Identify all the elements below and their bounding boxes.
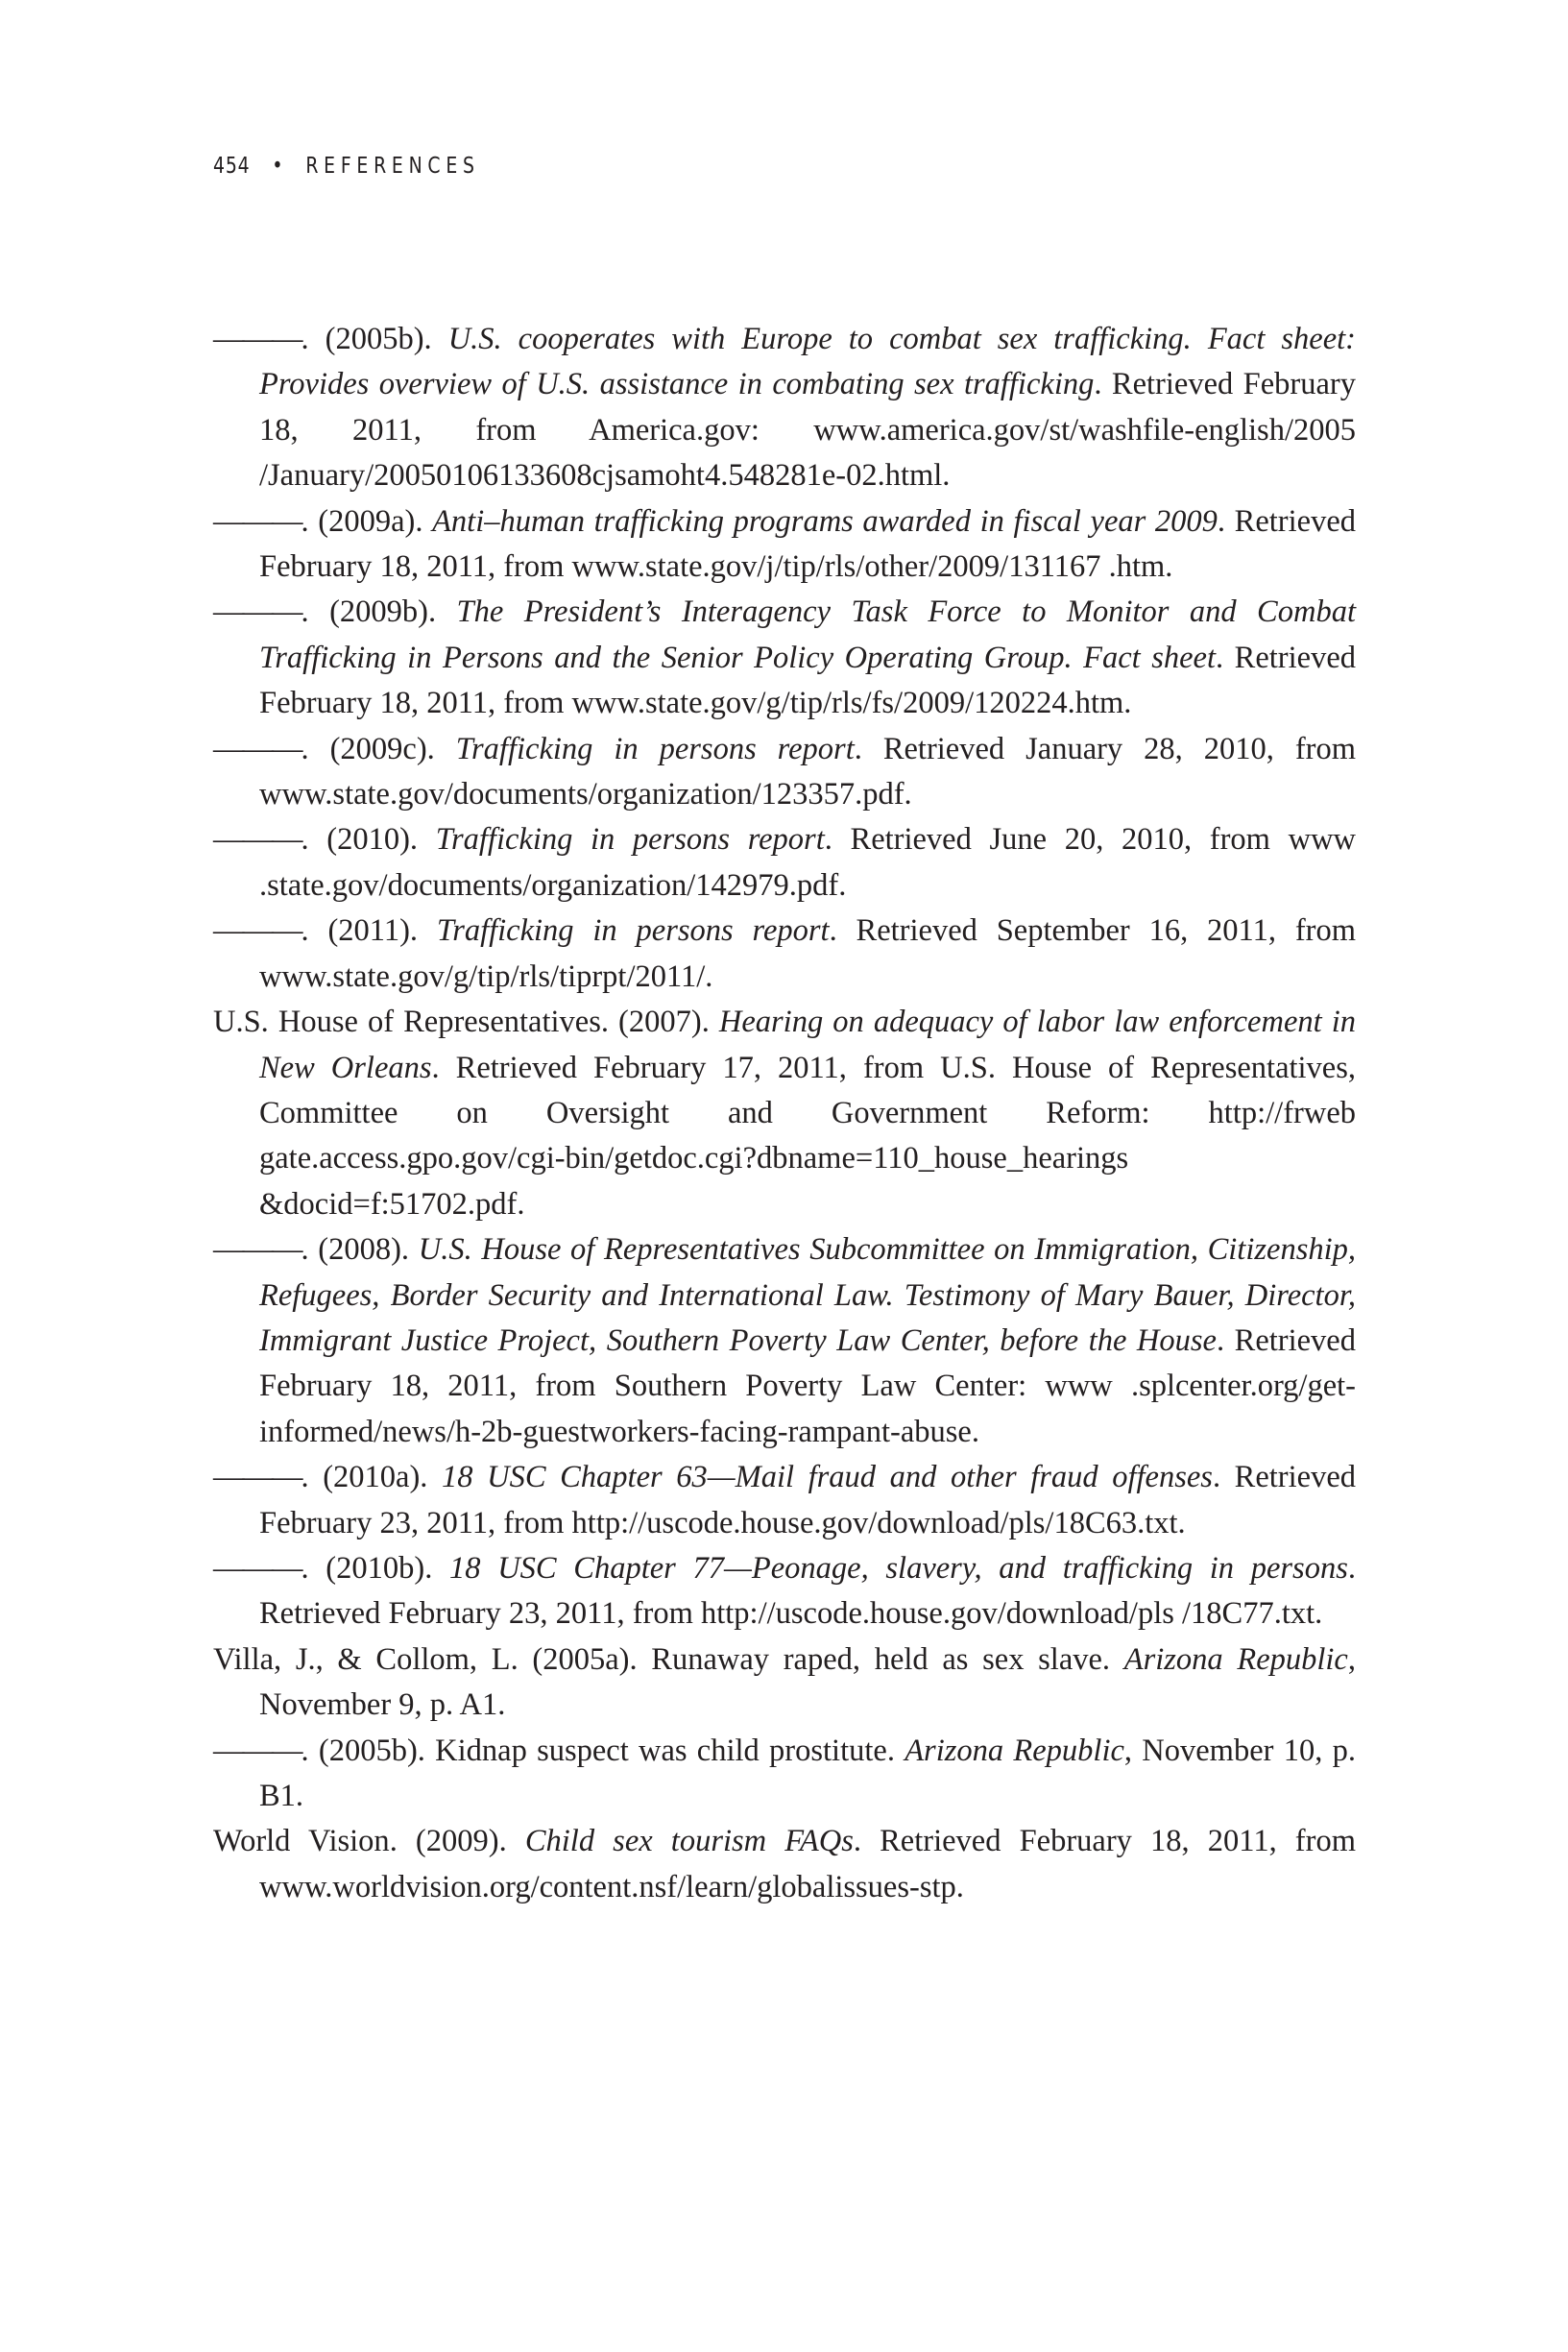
- reference-source: . Retrieved February 18, 2011, from www.worldvision.org/content.nsf/learn/globalissues-stp.: [259, 1824, 1356, 1904]
- reference-year: . (2010a).: [301, 1460, 443, 1495]
- section-title: REFERENCES: [305, 154, 480, 179]
- reference-title: Trafficking in persons report: [435, 822, 825, 858]
- reference-entry: [213, 1455, 1356, 1546]
- reference-year: . (2009).: [389, 1824, 525, 1859]
- reference-year: . (2009c).: [301, 731, 456, 766]
- reference-entry: [213, 1729, 1356, 1820]
- reference-title: U.S. House of Representatives Subcommittee on Immigration, Citizenship, Refugees, Border Security and International Law. Testimony of Mary Bauer, Director, Immigrant Justice Project, Southern Poverty Law Center, before the House: [259, 1232, 1356, 1358]
- reference-title: 18 USC Chapter 77—Peonage, slavery, and trafficking in persons: [449, 1550, 1348, 1586]
- reference-title: Trafficking in persons report: [455, 731, 855, 766]
- reference-year: . (2008).: [301, 1232, 419, 1268]
- reference-author: ———: [213, 822, 302, 858]
- reference-source: . Retrieved February 23, 2011, from http://uscode.house.gov/download/pls/18C63.txt.: [259, 1460, 1356, 1540]
- reference-source: . Retrieved February 23, 2011, from http://uscode.house.gov/download/pls /18C77.txt.: [259, 1550, 1356, 1632]
- reference-entry: [213, 909, 1356, 1000]
- reference-article-title: Runaway raped, held as sex slave.: [651, 1641, 1124, 1677]
- reference-entry: [213, 1819, 1356, 1910]
- reference-article-title: Kidnap suspect was child prostitute.: [435, 1733, 905, 1768]
- reference-entry: [213, 727, 1356, 818]
- reference-author: Villa, J., & Collom, L: [213, 1641, 511, 1677]
- reference-source: . Retrieved June 20, 2010, from www .state.gov/documents/organization/142979.pdf.: [259, 822, 1357, 903]
- reference-publication: Arizona Republic: [905, 1733, 1124, 1768]
- reference-year: . (2009a).: [301, 503, 433, 539]
- reference-author: World Vision: [213, 1824, 390, 1859]
- reference-title: U.S. cooperates with Europe to combat sex trafficking. Fact sheet: Provides overview of U.S. assistance in combating sex trafficking: [259, 322, 1356, 402]
- reference-author: U.S. House of Representatives: [213, 1005, 601, 1040]
- reference-source: , November 10, p. B1.: [259, 1733, 1356, 1813]
- reference-title: The President’s Interagency Task Force to Monitor and Combat Trafficking in Persons and the Senior Policy Operating Group. Fact sheet: [259, 594, 1356, 675]
- reference-list: [213, 317, 1356, 1910]
- reference-author: ———: [213, 322, 302, 356]
- reference-title: Anti–human trafficking programs awarded in fiscal year 2009: [432, 503, 1218, 539]
- reference-year: . (2005b).: [301, 1733, 436, 1768]
- reference-entry: [213, 1000, 1356, 1227]
- reference-year: . (2009b).: [301, 594, 457, 630]
- reference-title: 18 USC Chapter 63—Mail fraud and other fraud offenses: [442, 1460, 1213, 1495]
- reference-entry: [213, 317, 1356, 499]
- reference-publication: Arizona Republic: [1123, 1641, 1348, 1677]
- reference-year: . (2011).: [301, 913, 437, 949]
- reference-source: . Retrieved February 18, 2011, from Southern Poverty Law Center: www .splcenter.org/get-informed/news/h-2b-guestworkers-facing-rampant-abuse.: [259, 1322, 1356, 1449]
- reference-title: Child sex tourism FAQs: [524, 1824, 854, 1859]
- reference-source: . Retrieved February 18, 2011, from www.state.gov/j/tip/rls/other/2009/131167 .htm.: [259, 503, 1357, 585]
- reference-author: ———: [213, 594, 302, 630]
- reference-source: . Retrieved February 18, 2011, from www.state.gov/g/tip/rls/fs/2009/120224.htm.: [259, 640, 1356, 721]
- reference-author: ———: [213, 1733, 302, 1768]
- reference-entry: [213, 817, 1356, 909]
- reference-author: ———: [213, 731, 302, 766]
- reference-source: . Retrieved January 28, 2010, from www.state.gov/documents/organization/123357.pdf.: [259, 731, 1356, 812]
- reference-year: . (2005b).: [301, 322, 448, 356]
- reference-entry: [213, 1227, 1356, 1455]
- reference-title: Trafficking in persons report: [436, 913, 830, 949]
- reference-author: ———: [213, 1550, 302, 1586]
- reference-year: . (2007).: [600, 1005, 719, 1040]
- reference-entry: [213, 499, 1356, 591]
- reference-author: ———: [213, 1232, 302, 1268]
- reference-entry: [213, 1546, 1356, 1637]
- bullet-separator: •: [272, 154, 284, 179]
- reference-entry: [213, 1637, 1356, 1729]
- reference-source: . Retrieved September 16, 2011, from www.state.gov/g/tip/rls/tiprpt/2011/.: [259, 913, 1356, 994]
- reference-year: . (2010).: [301, 822, 436, 858]
- reference-title: Hearing on adequacy of labor law enforcement in New Orleans: [259, 1005, 1356, 1085]
- reference-year: . (2010b).: [301, 1550, 450, 1586]
- reference-source: . Retrieved February 18, 2011, from America.gov: www.america.gov/st/washfile-english/2005 /January/20050106133608cjsamoht4.548281e-02.html.: [259, 367, 1356, 494]
- page-number: 454: [213, 154, 251, 179]
- reference-source: . Retrieved February 17, 2011, from U.S. House of Representatives, Committee on Oversight and Government Reform: http://frweb gate.access.gpo.gov/cgi-bin/getdoc.cgi?dbname=110_house_hearings &docid=f:51702.pdf.: [259, 1050, 1357, 1222]
- reference-author: ———: [213, 503, 302, 539]
- reference-author: ———: [213, 1460, 302, 1495]
- reference-author: ———: [213, 913, 302, 949]
- running-header: [213, 154, 480, 179]
- reference-source: , November 9, p. A1.: [259, 1641, 1356, 1723]
- reference-entry: [213, 590, 1356, 726]
- reference-year: . (2005a).: [510, 1641, 652, 1677]
